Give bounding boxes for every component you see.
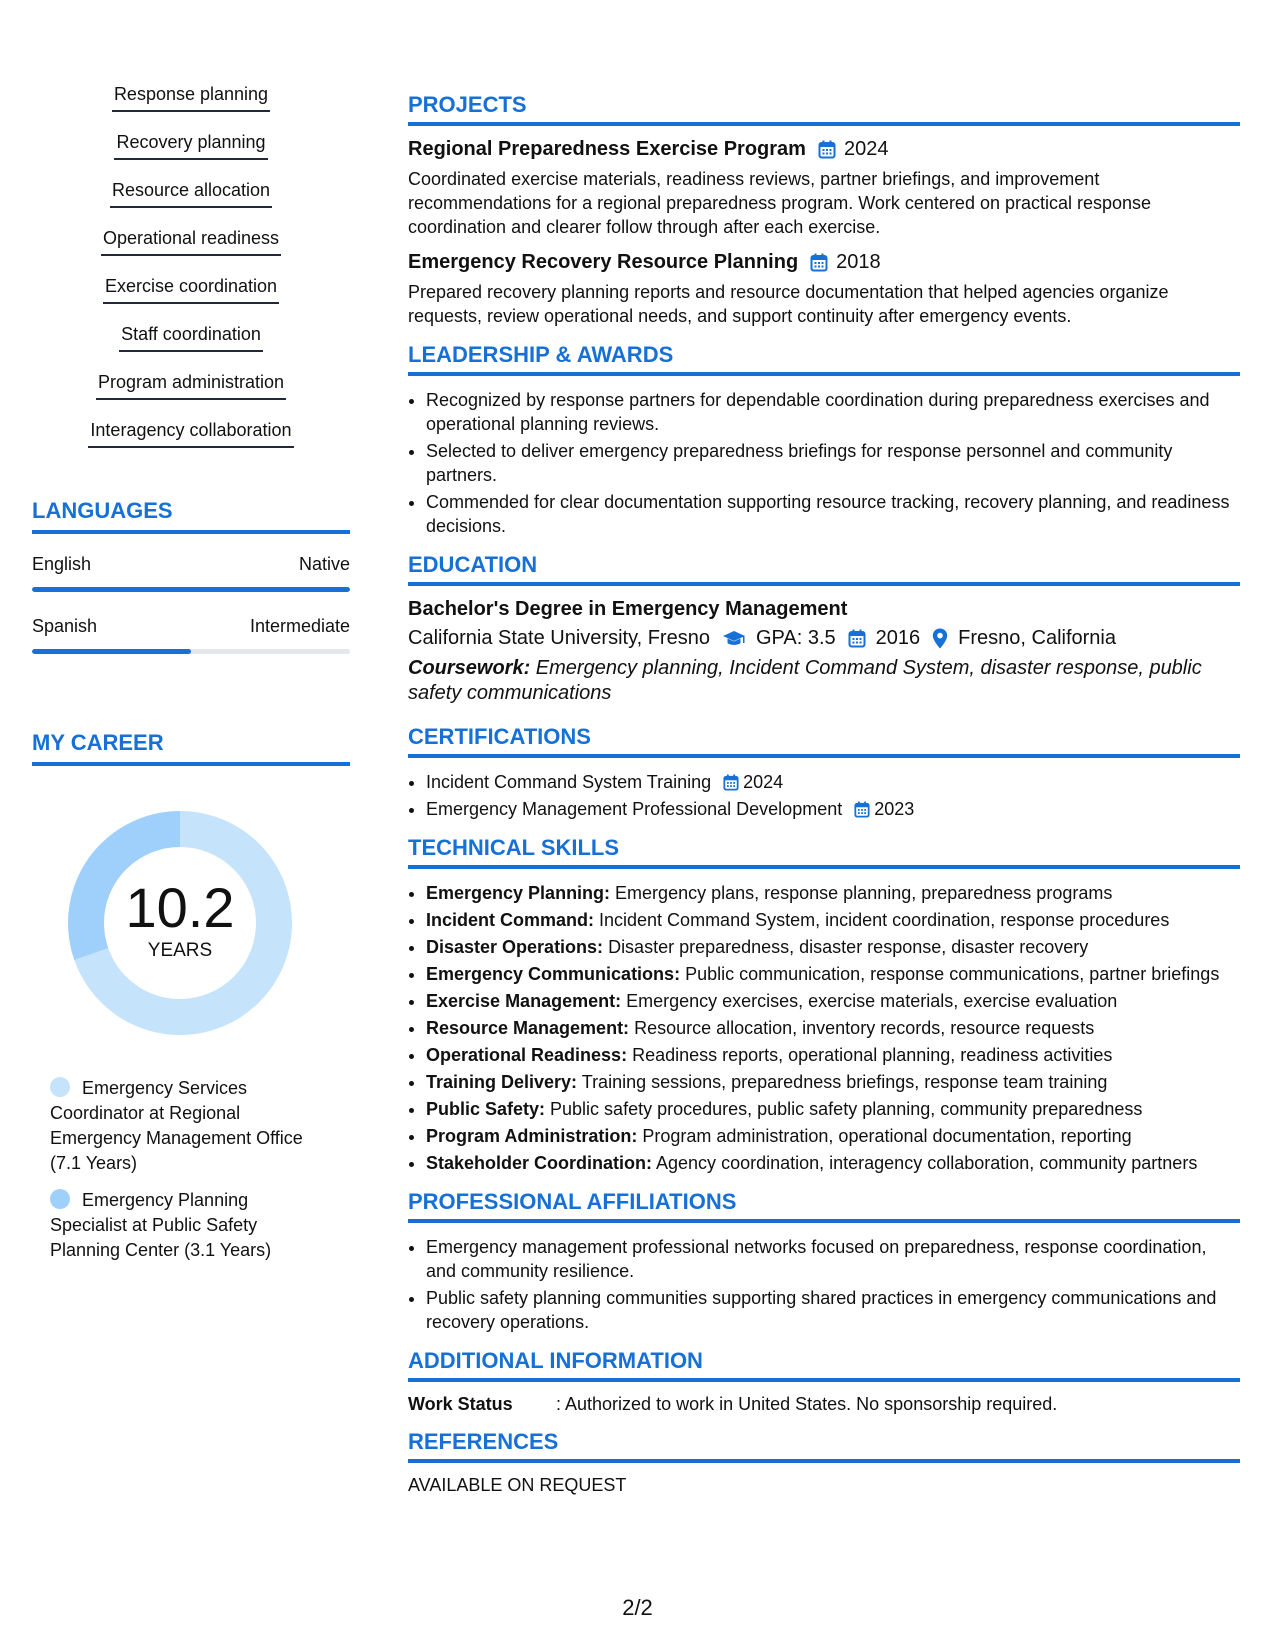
skill-details: Readiness reports, operational planning, readiness activities [627, 1045, 1113, 1065]
skill-category: Emergency Communications: [426, 964, 681, 984]
list-item: • Recognized by response partners for dependable coordination during preparedness exercises and operational planning reviews. [426, 388, 1240, 436]
language-name: English [32, 554, 92, 574]
list-item [426, 797, 1240, 821]
career-heading: MY CAREER [32, 730, 350, 766]
project-year: 2018 [836, 251, 881, 273]
school-name: California State University, Fresno [408, 627, 710, 649]
section-heading: CERTIFICATIONS [408, 724, 1240, 758]
skill-category: Resource Management: [426, 1018, 630, 1038]
project-title: Emergency Recovery Resource Planning [408, 251, 799, 273]
skills-list [32, 80, 350, 464]
list-item: • Commended for clear documentation supporting resource tracking, recovery planning, and readiness decisions. [426, 490, 1240, 538]
page-number: 2/2 [622, 1595, 653, 1620]
career-years-label: YEARS [147, 940, 213, 961]
list-item [426, 1097, 1240, 1121]
career-legend-item [50, 1076, 320, 1176]
skill-category: Exercise Management: [426, 991, 622, 1011]
section-heading: EDUCATION [408, 552, 1240, 586]
education-section [408, 552, 1240, 706]
skill-category: Program Administration: [426, 1126, 638, 1146]
career-total-years: 10.2 [125, 876, 235, 939]
skill-category: Public Safety: [426, 1099, 546, 1119]
language-proficiency-fill [32, 587, 350, 592]
skill-details: Resource allocation, inventory records, resource requests [629, 1018, 1095, 1038]
sidebar [32, 80, 350, 1275]
career-legend-item [50, 1188, 320, 1263]
section-heading: PROFESSIONAL AFFILIATIONS [408, 1189, 1240, 1223]
skill-details: Agency coordination, interagency collaboration, community partners [652, 1153, 1198, 1173]
skill-tag: Exercise coordination [103, 272, 279, 304]
project-title: Regional Preparedness Exercise Program [408, 138, 806, 160]
skill-details: Disaster preparedness, disaster response, disaster recovery [603, 937, 1089, 957]
calendar-icon [810, 253, 828, 272]
language-item [32, 554, 350, 592]
legend-dot [50, 1189, 70, 1209]
certifications-section [408, 724, 1240, 821]
list-item: • Public safety planning communities supporting shared practices in emergency communications and recovery operations. [426, 1286, 1240, 1334]
skill-details: Incident Command System, incident coordination, response procedures [594, 910, 1170, 930]
language-proficiency-bar [32, 587, 350, 592]
skill-category: Training Delivery: [426, 1072, 578, 1092]
language-proficiency-fill [32, 649, 191, 654]
gpa: GPA: 3.5 [755, 627, 836, 649]
skill-tag: Resource allocation [110, 176, 272, 208]
career-legend-label: Emergency Services Coordinator at Regional Emergency Management Office (7.1 Years) [50, 1078, 303, 1173]
skill-tag: Interagency collaboration [88, 416, 293, 448]
info-label: Work Status [408, 1394, 513, 1414]
calendar-icon [723, 774, 739, 791]
skill-details: Emergency exercises, exercise materials, exercise evaluation [621, 991, 1118, 1011]
list-item [426, 1124, 1240, 1148]
degree-title: Bachelor's Degree in Emergency Management [408, 598, 848, 620]
skill-category: Incident Command: [426, 910, 595, 930]
list-item [426, 908, 1240, 932]
map-pin-icon [932, 628, 948, 649]
skill-category: Emergency Planning: [426, 883, 611, 903]
language-name: Spanish [32, 616, 98, 636]
section-heading: REFERENCES [408, 1429, 1240, 1463]
section-heading: TECHNICAL SKILLS [408, 835, 1240, 869]
list-item: • Selected to deliver emergency preparedness briefings for response personnel and community partners. [426, 439, 1240, 487]
skill-details: Program administration, operational documentation, reporting [637, 1126, 1132, 1146]
languages-heading: LANGUAGES [32, 498, 350, 534]
project-item [408, 138, 1240, 239]
skill-category: Disaster Operations: [426, 937, 604, 957]
list-item [426, 1016, 1240, 1040]
project-year: 2024 [843, 138, 889, 160]
certification-year: 2024 [743, 772, 784, 792]
skill-tag: Staff coordination [119, 320, 263, 352]
section-heading: ADDITIONAL INFORMATION [408, 1348, 1240, 1382]
certification-year: 2023 [874, 799, 915, 819]
additional-info-section [408, 1348, 1240, 1415]
skill-details: Public safety procedures, public safety planning, community preparedness [545, 1099, 1143, 1119]
skill-details: Emergency plans, response planning, preparedness programs [610, 883, 1113, 903]
graduation-cap-icon [722, 630, 746, 648]
career-legend [50, 1076, 320, 1263]
list-item [426, 962, 1240, 986]
list-item [426, 770, 1240, 794]
project-description: Prepared recovery planning reports and resource documentation that helped agencies organize requests, review operational needs, and support continuity after emergency events. [408, 282, 1169, 326]
language-level: Intermediate [249, 616, 350, 636]
legend-dot [50, 1077, 70, 1097]
certification-name: • Incident Command System Training [426, 772, 712, 792]
graduation-year: 2016 [875, 627, 921, 649]
list-item [426, 1043, 1240, 1067]
main-content [408, 92, 1240, 1510]
certification-name: • Emergency Management Professional Development [426, 799, 843, 819]
coursework [408, 656, 1240, 706]
calendar-icon [848, 629, 866, 648]
list-item [426, 881, 1240, 905]
references-text: AVAILABLE ON REQUEST [408, 1475, 627, 1495]
project-item [408, 251, 1240, 328]
calendar-icon [818, 140, 836, 159]
skill-category: Stakeholder Coordination: [426, 1153, 653, 1173]
section-heading: PROJECTS [408, 92, 1240, 126]
calendar-icon [854, 801, 870, 818]
coursework-text: Emergency planning, Incident Command System, disaster response, public safety communications [408, 657, 1202, 704]
list-item: • Emergency management professional networks focused on preparedness, response coordination, and community resilience. [426, 1235, 1240, 1283]
skill-details: Training sessions, preparedness briefings, response team training [577, 1072, 1108, 1092]
affiliations-section [408, 1189, 1240, 1334]
references-section [408, 1429, 1240, 1496]
section-heading: LEADERSHIP & AWARDS [408, 342, 1240, 376]
language-level: Native [298, 554, 350, 574]
language-proficiency-bar [32, 649, 350, 654]
technical-skills-section [408, 835, 1240, 1175]
skill-details: Public communication, response communications, partner briefings [680, 964, 1220, 984]
school-location: Fresno, California [958, 627, 1116, 649]
skill-tag: Program administration [96, 368, 286, 400]
info-value: : Authorized to work in United States. No sponsorship required. [556, 1394, 1058, 1414]
projects-section [408, 92, 1240, 328]
list-item [426, 989, 1240, 1013]
coursework-label: Coursework: [408, 657, 531, 679]
skill-tag: Operational readiness [101, 224, 281, 256]
career-legend-label: Emergency Planning Specialist at Public Safety Planning Center (3.1 Years) [50, 1190, 272, 1260]
list-item [426, 1070, 1240, 1094]
career-donut [65, 808, 295, 1038]
list-item [426, 935, 1240, 959]
list-item [426, 1151, 1240, 1175]
skill-category: Operational Readiness: [426, 1045, 628, 1065]
language-item [32, 616, 350, 654]
leadership-section [408, 342, 1240, 538]
skill-tag: Recovery planning [114, 128, 267, 160]
skill-tag: Response planning [112, 80, 270, 112]
project-description: Coordinated exercise materials, readiness reviews, partner briefings, and improvement recommendations for a regional preparedness program. Work centered on practical response coordination and clearer follow through after each exercise. [408, 169, 1152, 237]
